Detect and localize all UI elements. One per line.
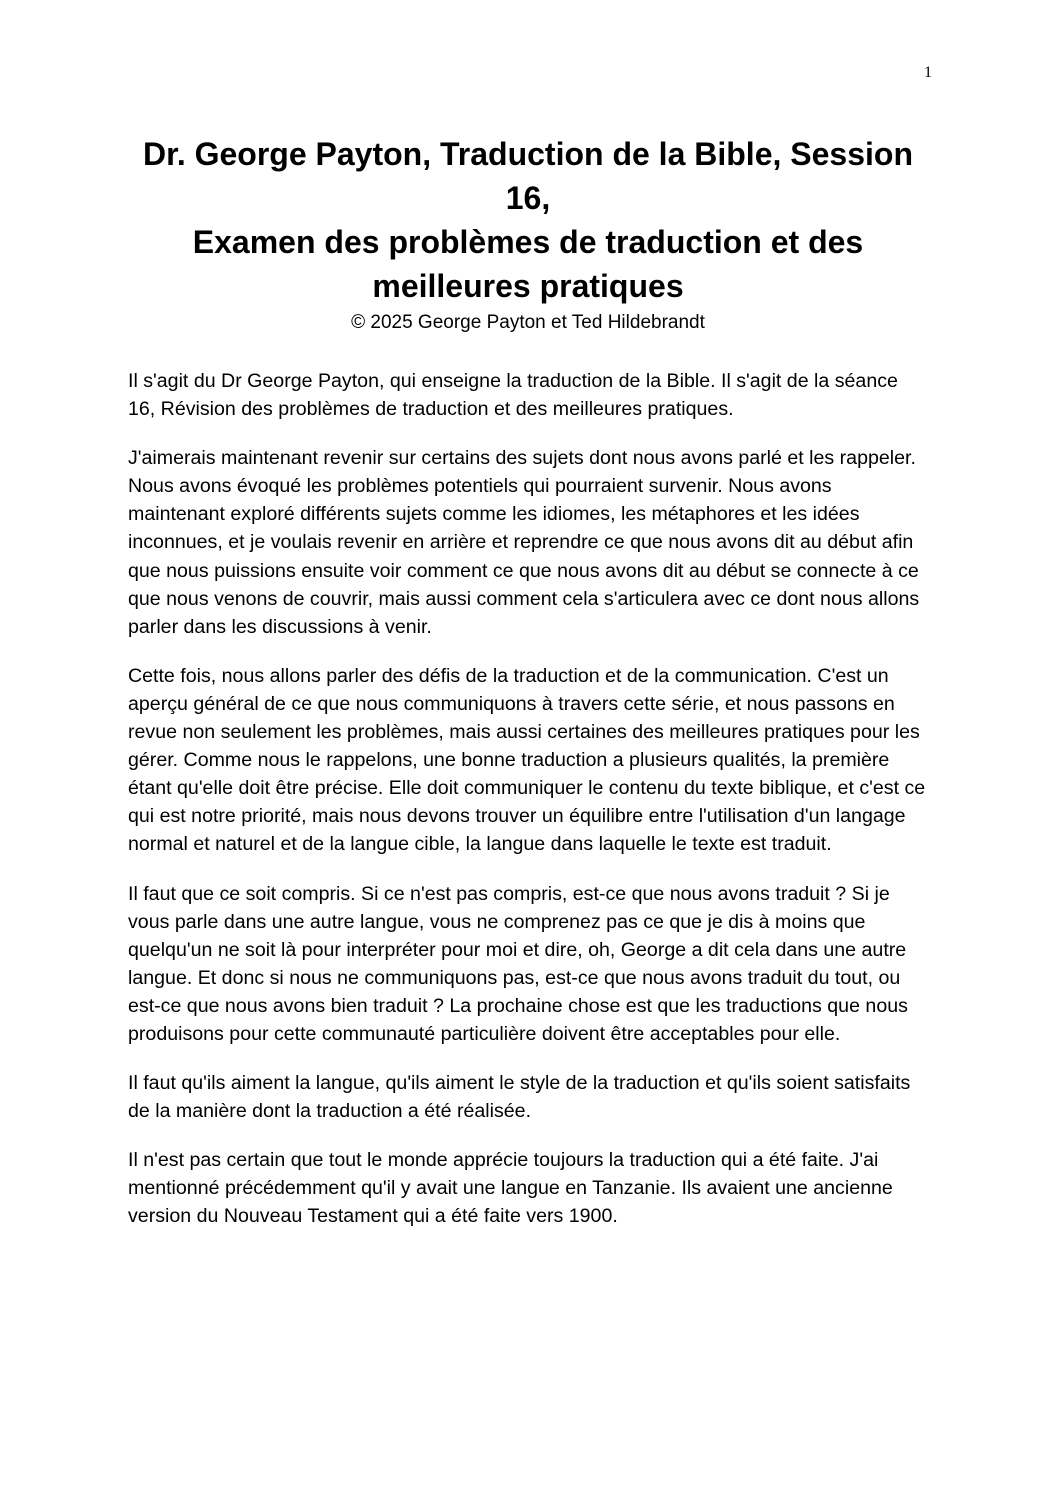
title-line-3: Examen des problèmes de traduction et des: [192, 224, 864, 260]
paragraph: Cette fois, nous allons parler des défis de la traduction et de la communication. C'est un aperçu général de ce que nous communiquons à travers cette série, et nous passons en revue non seulement les problèmes, mais aussi certaines des meilleures pratiques pour les gérer. Comme nous le rappelons, une bonne traduction a plusieurs qualités, la première étant qu'elle doit être précise. Elle doit communiquer le contenu du texte biblique, et c'est ce qui est notre priorité, mais nous devons trouver un équilibre entre l'utilisation d'un langage normal et naturel et de la langue cible, la langue dans laquelle le texte est traduit.: [128, 664, 926, 856]
title-line-1: Dr. George Payton, Traduction de la Bible, Session: [143, 136, 913, 172]
title-line-4: meilleures pratiques: [372, 268, 684, 304]
title-line-2: 16,: [505, 180, 551, 216]
paragraph: Il s'agit du Dr George Payton, qui enseigne la traduction de la Bible. Il s'agit de la séance 16, Révision des problèmes de traduction et des meilleures pratiques.: [128, 370, 898, 421]
copyright-notice: © 2025 George Payton et Ted Hildebrandt: [351, 312, 705, 333]
page-number: 1: [924, 64, 932, 81]
paragraph: Il faut qu'ils aiment la langue, qu'ils aiment le style de la traduction et qu'ils soient satisfaits de la manière dont la traduction a été réalisée.: [128, 1072, 911, 1123]
document-header: [128, 132, 928, 336]
paragraph: Il faut que ce soit compris. Si ce n'est pas compris, est-ce que nous avons traduit ? Si je vous parle dans une autre langue, vous ne comprenez pas ce que je dis à moins que quelqu'un ne soit là pour interpréter pour moi et dire, oh, George a dit cela dans une autre langue. Et donc si nous ne communiquons pas, est-ce que nous avons traduit du tout, ou est-ce que nous avons bien traduit ? La prochaine chose est que les traductions que nous produisons pour cette communauté particulière doivent être acceptables pour elle.: [128, 882, 908, 1045]
document-body: [128, 367, 930, 1252]
paragraph: Il n'est pas certain que tout le monde apprécie toujours la traduction qui a été faite. J'ai mentionné précédemment qu'il y avait une langue en Tanzanie. Ils avaient une ancienne version du Nouveau Testament qui a été faite vers 1900.: [128, 1149, 893, 1228]
paragraph: J'aimerais maintenant revenir sur certains des sujets dont nous avons parlé et les rappeler. Nous avons évoqué les problèmes potentiels qui pourraient survenir. Nous avons maintenant exploré différents sujets comme les idiomes, les métaphores et les idées inconnues, et je voulais revenir en arrière et reprendre ce que nous avons dit au début afin que nous puissions ensuite voir comment ce que nous avons dit au début se connecte à ce que nous venons de couvrir, mais aussi comment cela s'articulera avec ce dont nous allons parler dans les discussions à venir.: [128, 447, 920, 638]
